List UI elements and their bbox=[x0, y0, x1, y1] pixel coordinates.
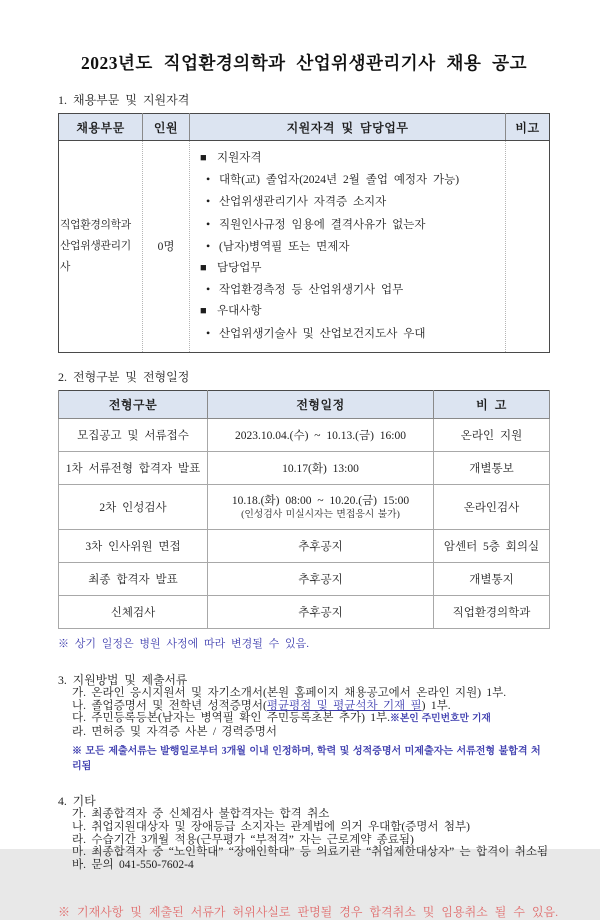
col-header-stage: 전형구분 bbox=[59, 390, 208, 418]
detail-text: 지원자격 bbox=[217, 152, 262, 164]
col-header-dept: 채용부문 bbox=[59, 114, 143, 141]
item-text: 수습기간 3개월 적용(근무평가 “부적격” 자는 근로계약 종료됨) bbox=[91, 833, 414, 846]
dept-line1: 직업환경의학과 bbox=[60, 218, 131, 231]
etc-item bbox=[72, 846, 550, 859]
dot-bullet-icon: • bbox=[206, 325, 211, 340]
schedule-row bbox=[59, 562, 550, 595]
detail-text: 작업환경측정 등 산업위생기사 업무 bbox=[219, 284, 404, 297]
section-schedule bbox=[58, 368, 550, 651]
qualifications-cell bbox=[190, 141, 506, 353]
detail-line bbox=[200, 191, 501, 213]
section4-heading: 4. 기타 bbox=[58, 794, 96, 809]
schedule-table bbox=[58, 390, 550, 629]
schedule-cell: 추후공지 bbox=[208, 529, 434, 562]
item-label: 라. bbox=[72, 833, 86, 846]
section-etc bbox=[58, 795, 550, 872]
schedule-row bbox=[59, 595, 550, 628]
item-text: 최종합격자 중 신체검사 불합격자는 합격 취소 bbox=[91, 808, 330, 821]
note-cell: 온라인검사 bbox=[434, 484, 550, 529]
etc-item bbox=[72, 808, 550, 821]
note-cell: 직업환경의학과 bbox=[434, 595, 550, 628]
schedule-cell: 10.17(화) 13:00 bbox=[208, 451, 434, 484]
count-cell: 0명 bbox=[143, 141, 190, 353]
dot-bullet-icon: • bbox=[206, 172, 211, 187]
square-bullet-icon: ■ bbox=[200, 152, 207, 164]
schedule-row bbox=[59, 418, 550, 451]
dot-bullet-icon: • bbox=[206, 194, 211, 209]
col-header-schedule: 전형일정 bbox=[208, 390, 434, 418]
item-text: 취업지원대상자 및 장애등급 소지자는 관계법에 의거 우대함(증명서 첨부) bbox=[91, 820, 470, 833]
item-text-pre: 졸업증명서 및 전학년 성적증명서( bbox=[91, 699, 267, 712]
apply-item bbox=[72, 726, 550, 739]
dot-bullet-icon: • bbox=[206, 216, 211, 231]
note-cell: 개별통보 bbox=[434, 451, 550, 484]
recruitment-table-row bbox=[59, 141, 550, 353]
section3-heading: 3. 지원방법 및 제출서류 bbox=[58, 672, 188, 687]
item-text: 문의 041-550-7602-4 bbox=[91, 859, 194, 872]
note-cell: 온라인 지원 bbox=[434, 418, 550, 451]
schedule-row bbox=[59, 529, 550, 562]
detail-line bbox=[200, 169, 501, 191]
detail-text: 대학(교) 졸업자(2024년 2월 졸업 예정자 가능) bbox=[219, 174, 460, 187]
dot-bullet-icon: • bbox=[206, 282, 211, 297]
section1-heading: 1. 채용부문 및 지원자격 bbox=[58, 93, 190, 107]
stage-cell: 1차 서류전형 합격자 발표 bbox=[59, 451, 208, 484]
detail-line bbox=[200, 323, 501, 345]
schedule-cell bbox=[208, 484, 434, 529]
section2-heading: 2. 전형구분 및 전형일정 bbox=[58, 369, 190, 384]
item-text-post: ) 1부. bbox=[421, 699, 451, 712]
item-label: 가. bbox=[72, 686, 86, 699]
detail-line bbox=[200, 258, 501, 279]
col-header-qualifications: 지원자격 및 담당업무 bbox=[190, 114, 506, 141]
section-recruitment bbox=[58, 91, 550, 353]
schedule-row bbox=[59, 451, 550, 484]
item-label: 마. bbox=[72, 846, 86, 859]
apply-item bbox=[72, 687, 550, 700]
remarks-cell bbox=[506, 141, 550, 353]
schedule-main: 10.18.(화) 08:00 ~ 10.20.(금) 15:00 bbox=[231, 495, 410, 508]
dept-cell bbox=[59, 141, 143, 353]
dot-bullet-icon: • bbox=[206, 238, 211, 253]
detail-text: 산업위생기술사 및 산업보건지도사 우대 bbox=[219, 327, 426, 340]
detail-line bbox=[200, 236, 501, 258]
item-text: 주민등록등본(남자는 병역필 확인 주민등록초본 추가) 1부. bbox=[91, 712, 391, 725]
schedule-table-header-row bbox=[59, 390, 550, 418]
item-text: 최종합격자 중 “노인학대” “장애인학대” 등 의료기관 “취업제한대상자” 는 합격이 취소됨 bbox=[91, 846, 549, 859]
schedule-cell: 추후공지 bbox=[208, 595, 434, 628]
schedule-sub-note: (인성검사 미실시자는 면접응시 불가) bbox=[241, 509, 400, 521]
etc-item bbox=[72, 859, 550, 872]
recruitment-table-header-row bbox=[59, 114, 550, 141]
recruitment-table bbox=[58, 113, 550, 353]
detail-text: 산업위생관리기사 자격증 소지자 bbox=[219, 196, 387, 209]
detail-text: (남자)병역필 또는 면제자 bbox=[219, 240, 350, 253]
square-bullet-icon: ■ bbox=[200, 262, 207, 275]
detail-line bbox=[200, 301, 501, 322]
item-text: 온라인 응시지원서 및 자기소개서(본원 홈페이지 채용공고에서 온라인 지원) 1부. bbox=[91, 686, 507, 699]
apply-item bbox=[72, 700, 550, 713]
item-text-highlight: 평균평점 및 평균석차 기재 필 bbox=[266, 699, 422, 712]
stage-cell: 3차 인사위원 면접 bbox=[59, 529, 208, 562]
stage-cell: 신체검사 bbox=[59, 595, 208, 628]
item-label: 라. bbox=[72, 726, 86, 739]
detail-text: 직원인사규정 임용에 결격사유가 없는자 bbox=[219, 218, 426, 231]
detail-text: 우대사항 bbox=[217, 305, 262, 318]
etc-item bbox=[72, 821, 550, 834]
item-label: 나. bbox=[72, 820, 86, 833]
note-cell: 개별통지 bbox=[434, 562, 550, 595]
stage-cell: 모집공고 및 서류접수 bbox=[59, 418, 208, 451]
etc-item bbox=[72, 834, 550, 847]
item-label: 가. bbox=[72, 808, 86, 821]
item-label: 바. bbox=[72, 859, 86, 872]
item-text: 면허증 및 자격증 사본 / 경력증명서 bbox=[91, 726, 277, 739]
apply-item bbox=[72, 712, 550, 726]
col-header-note: 비 고 bbox=[434, 390, 550, 418]
detail-line bbox=[200, 279, 501, 301]
documents-validity-note: ※ 모든 제출서류는 발행일로부터 3개월 이내 인정하며, 학력 및 성적증명서 미제출자는 서류전형 불합격 처리됨 bbox=[72, 746, 541, 773]
col-header-count: 인원 bbox=[143, 114, 190, 141]
detail-text: 담당업무 bbox=[217, 262, 262, 275]
stage-cell: 2차 인성검사 bbox=[59, 484, 208, 529]
schedule-change-note: ※ 상기 일정은 병원 사정에 따라 변경될 수 있음. bbox=[58, 637, 310, 650]
detail-line bbox=[200, 148, 501, 169]
dept-line2: 산업위생관리기사 bbox=[60, 239, 131, 273]
col-header-remarks: 비고 bbox=[506, 114, 550, 141]
page-title: 2023년도 직업환경의학과 산업위생관리기사 채용 공고 bbox=[80, 53, 527, 73]
item-label: 다. bbox=[72, 712, 86, 725]
schedule-cell: 추후공지 bbox=[208, 562, 434, 595]
section-apply-method bbox=[58, 674, 550, 772]
schedule-cell: 2023.10.04.(수) ~ 10.13.(금) 16:00 bbox=[208, 418, 434, 451]
schedule-row bbox=[59, 484, 550, 529]
stage-cell: 최종 합격자 발표 bbox=[59, 562, 208, 595]
item-blue-suffix: ※본인 주민번호만 기재 bbox=[390, 713, 491, 725]
item-label: 나. bbox=[72, 699, 86, 712]
detail-line bbox=[200, 214, 501, 236]
false-statement-warning: ※ 기재사항 및 제출된 서류가 허위사실로 판명될 경우 합격취소 및 임용취소 될 수 있음. bbox=[58, 905, 559, 919]
square-bullet-icon: ■ bbox=[200, 305, 207, 318]
note-cell: 암센터 5층 회의실 bbox=[434, 529, 550, 562]
